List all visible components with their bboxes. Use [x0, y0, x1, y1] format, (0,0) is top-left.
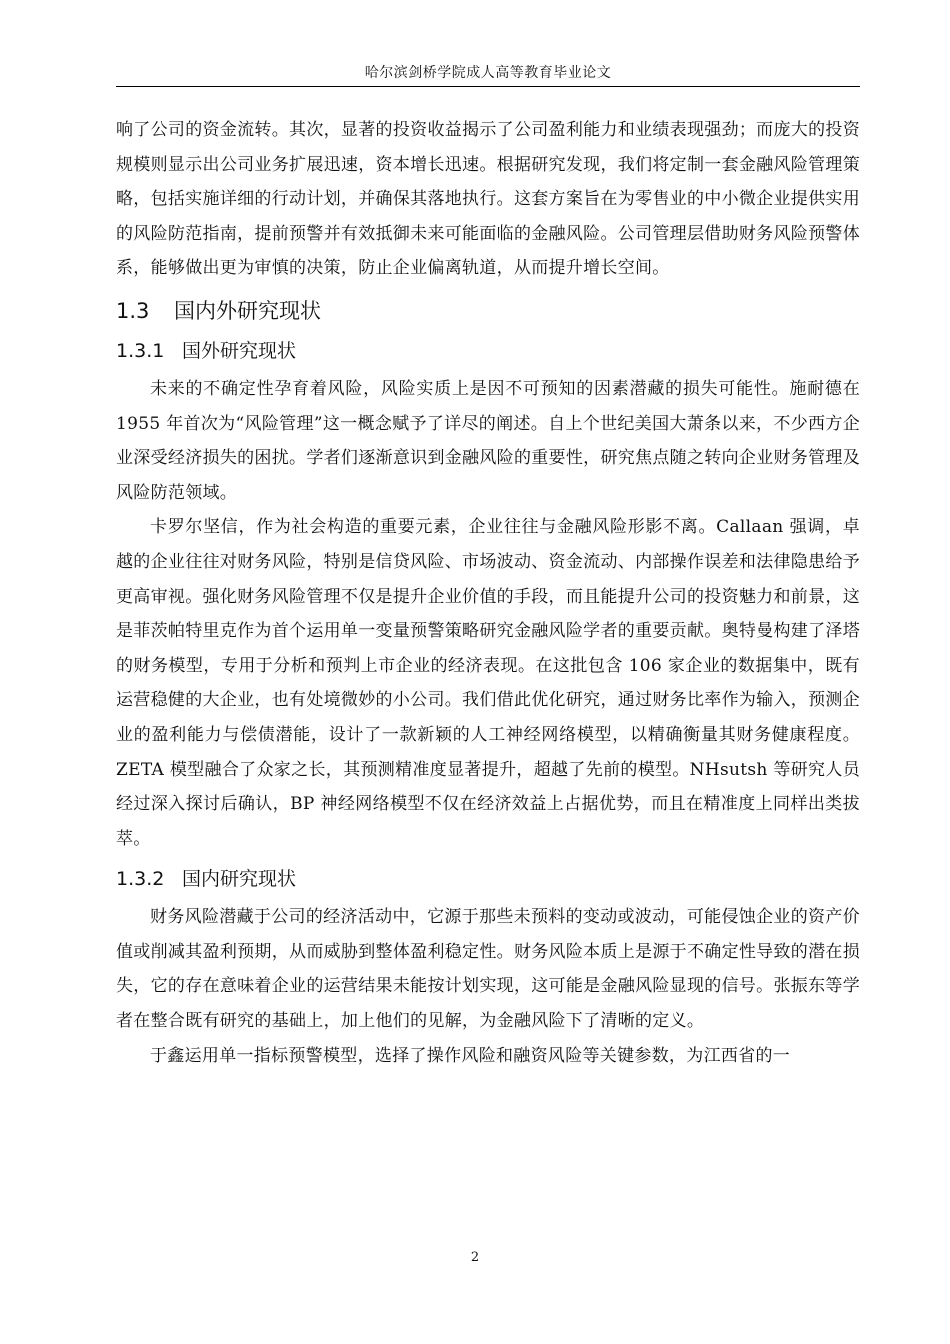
- page-number: 2: [470, 1250, 480, 1265]
- main-content: [116, 113, 860, 1073]
- subsection-title: 国外研究现状: [182, 339, 297, 362]
- subsection-number: 1.3.2: [116, 868, 165, 891]
- continued-paragraph: 响了公司的资金流转。其次，显著的投资收益揭示了公司盈利能力和业绩表现强劲；而庞大的投资规模则显示出公司业务扩展迅速，资本增长迅速。根据研究发现，我们将定制一套金融风险管理策略，包括实施详细的行动计划，并确保其落地执行。这套方案旨在为零售业的中小微企业提供实用的风险防范指南，提前预警并有效抵御未来可能面临的金融风险。公司管理层借助财务风险预警体系，能够做出更为审慎的决策，防止企业偏离轨道，从而提升增长空间。: [116, 120, 860, 279]
- section-number: 1.3: [116, 298, 150, 323]
- subsection-number: 1.3.1: [116, 339, 165, 362]
- paragraph: 未来的不确定性孕育着风险，风险实质上是因不可预知的因素潜藏的损失可能性。施耐德在 1955 年首次为“风险管理”这一概念赋予了详尽的阐述。自上个世纪美国大萧条以来，不少西方企业深受经济损失的困扰。学者们逐渐意识到金融风险的重要性，研究焦点随之转向企业财务管理及风险防范领域。: [116, 378, 860, 503]
- header-rule: [116, 86, 860, 87]
- running-header: 哈尔滨剑桥学院成人高等教育毕业论文: [364, 65, 612, 81]
- section-title: 国内外研究现状: [174, 298, 321, 323]
- section-heading: [116, 294, 860, 328]
- paragraph: 卡罗尔坚信，作为社会构造的重要元素，企业往往与金融风险形影不离。Callaan 强调，卓越的企业往往对财务风险，特别是信贷风险、市场波动、资金流动、内部操作误差和法律隐患给予更高审视。强化财务风险管理不仅是提升企业价值的手段，而且能提升公司的投资魅力和前景，这是菲茨帕特里克作为首个运用单一变量预警策略研究金融风险学者的重要贡献。奥特曼构建了泽塔的财务模型，专用于分析和预判上市企业的经济表现。在这批包含 106 家企业的数据集中，既有运营稳健的大企业，也有处境微妙的小公司。我们借此优化研究，通过财务比率作为输入，预测企业的盈利能力与偿债潜能，设计了一款新颖的人工神经网络模型，以精确衡量其财务健康程度。ZETA 模型融合了众家之长，其预测精准度显著提升，超越了先前的模型。NHsutsh 等研究人员经过深入探讨后确认，BP 神经网络模型不仅在经济效益上占据优势，而且在精准度上同样出类拔萃。: [116, 517, 860, 849]
- subsection-title: 国内研究现状: [182, 868, 297, 891]
- paragraph: 财务风险潜藏于公司的经济活动中，它源于那些未预料的变动或波动，可能侵蚀企业的资产价值或削减其盈利预期，从而威胁到整体盈利稳定性。财务风险本质上是源于不确定性导致的潜在损失，它的存在意味着企业的运营结果未能按计划实现，这可能是金融风险显现的信号。张振东等学者在整合既有研究的基础上，加上他们的见解，为金融风险下了清晰的定义。: [116, 907, 860, 1032]
- subsection-heading-domestic: [116, 862, 860, 896]
- subsection-heading-foreign: [116, 334, 860, 368]
- paragraph: 于鑫运用单一指标预警模型，选择了操作风险和融资风险等关键参数，为江西省的一: [150, 1045, 791, 1066]
